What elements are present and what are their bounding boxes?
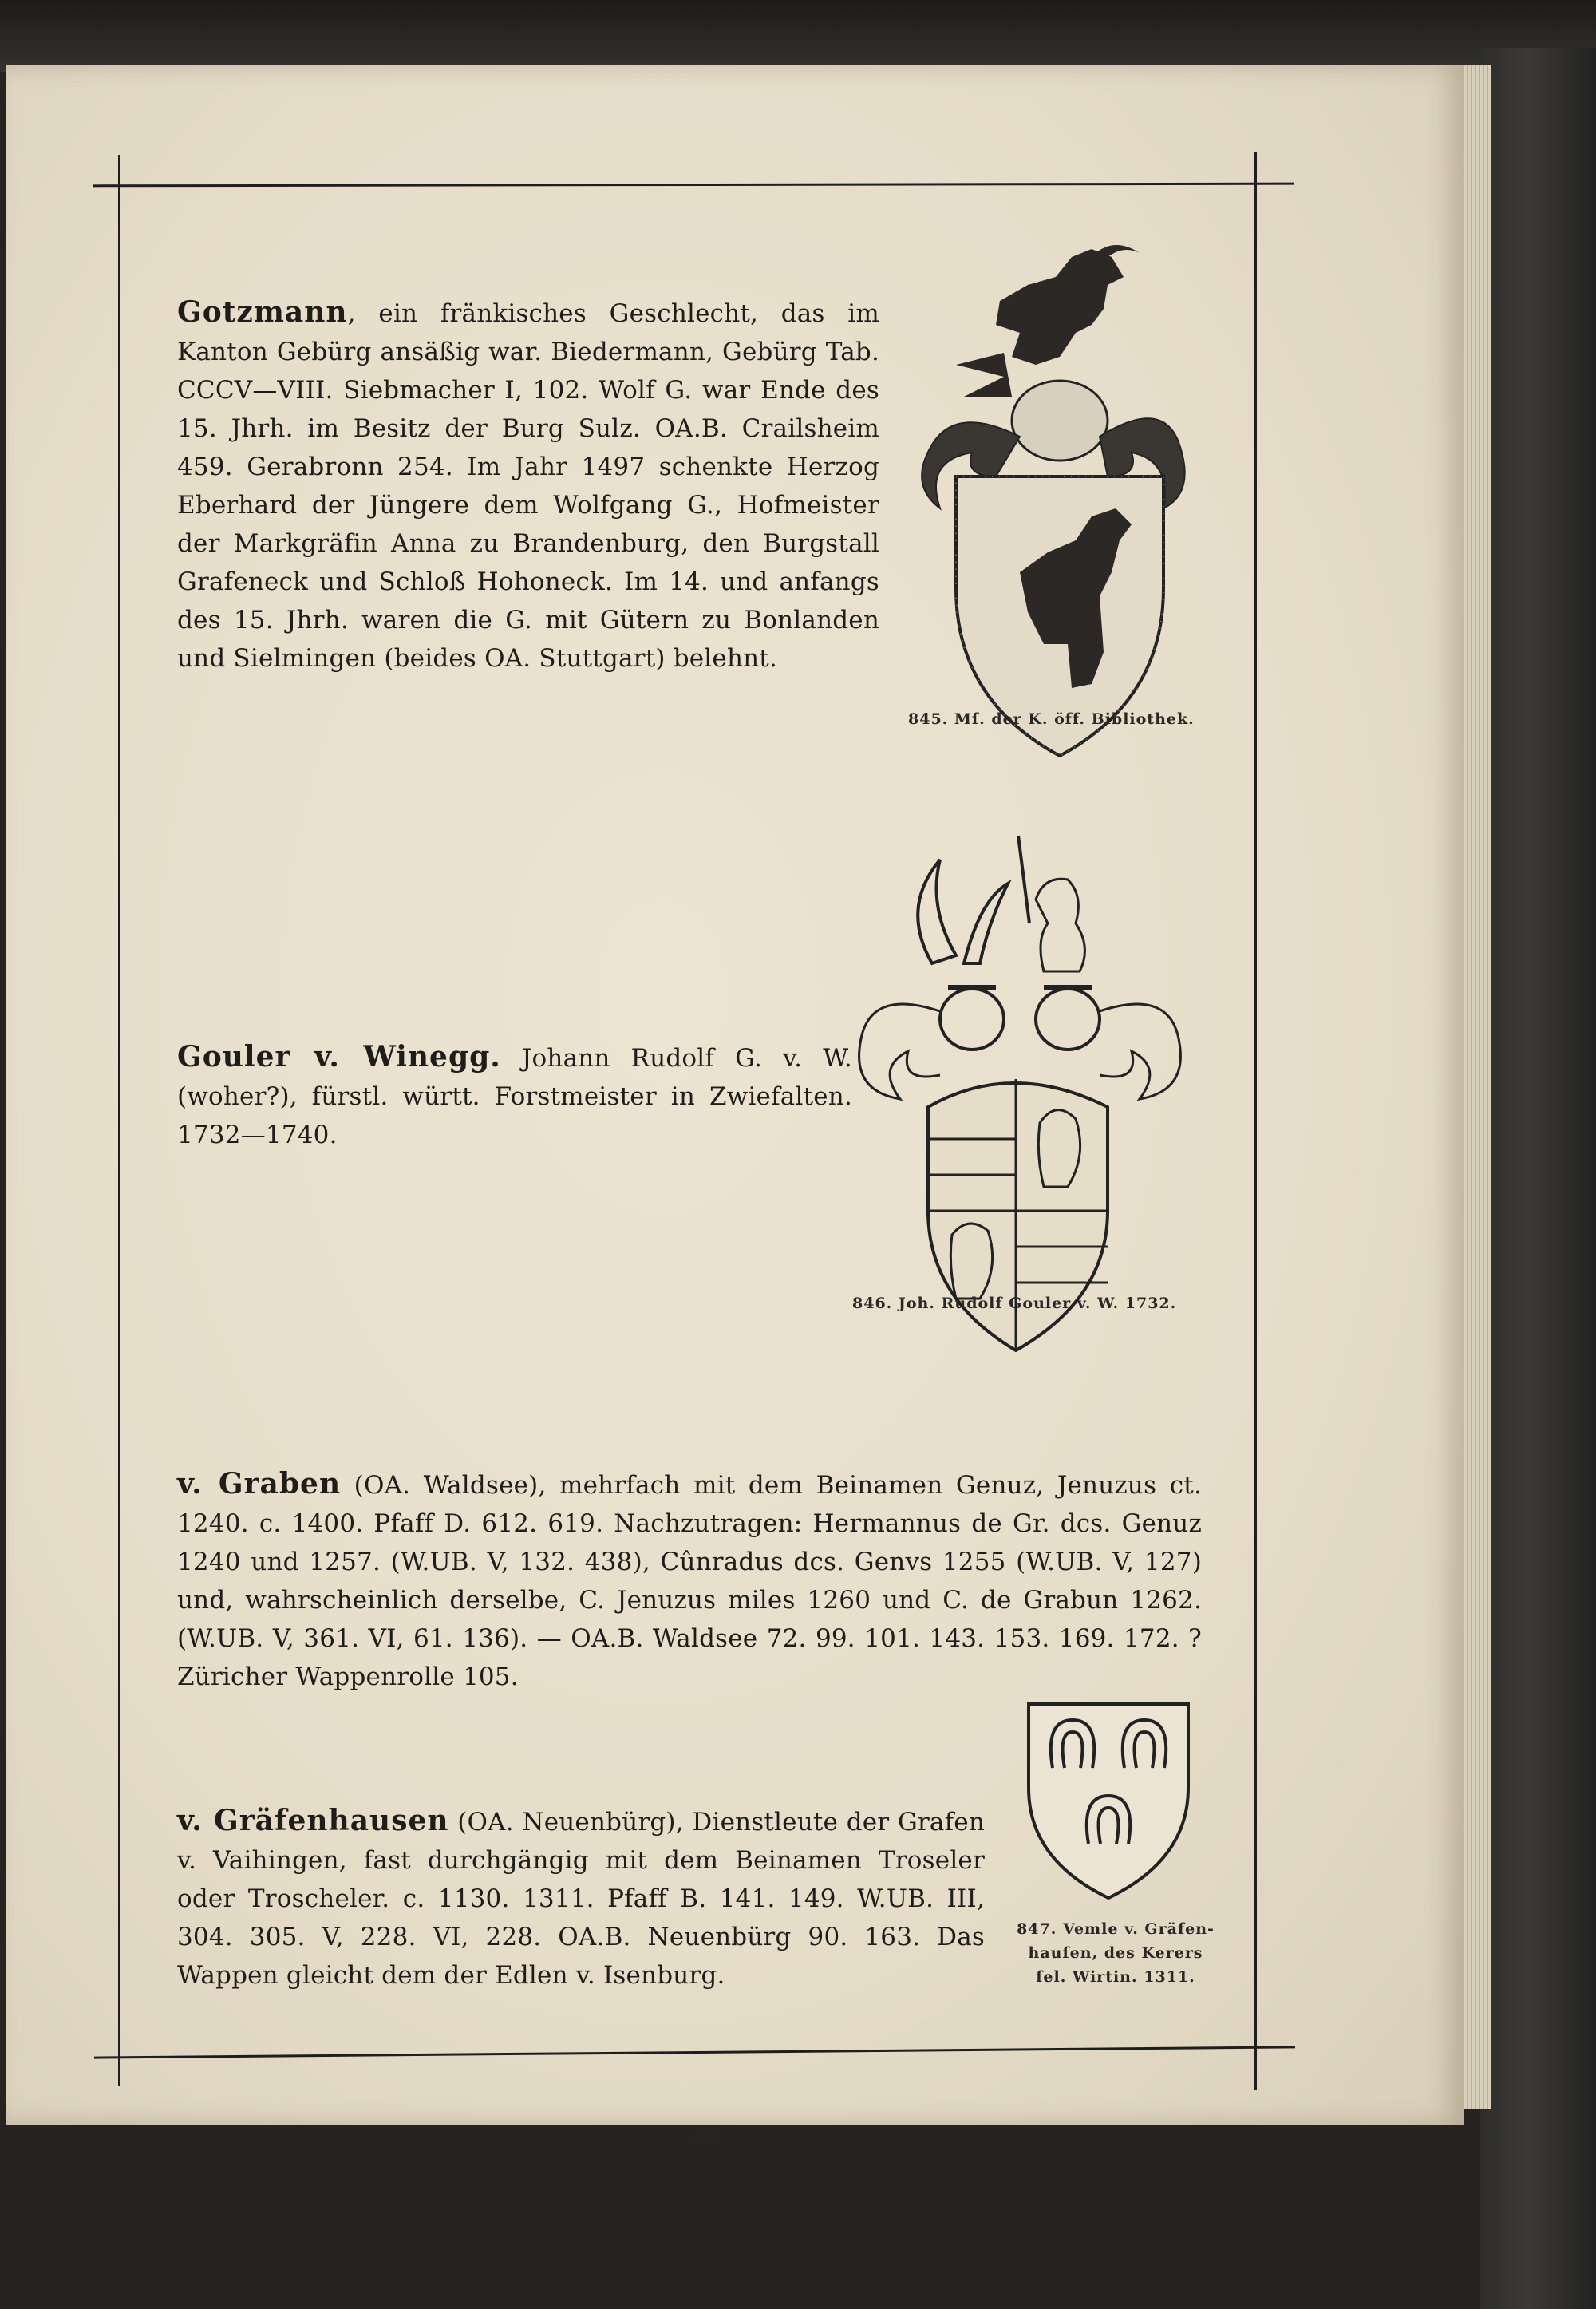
- entry-body: (OA. Neuenbürg), Dienstleute der Grafen v. Vaihingen, fast durchgängig mit dem Beinamen Troseler oder Troscheler. c. 1130. 1311. Pfaff B. 141. 149. W.UB. III, 304. 305. V, 228. VI, 228. OA.B. Neuenbürg 90. 163. Das Wappen gleicht dem der Edlen v. Isenburg.: [177, 1808, 986, 1990]
- book-page: [6, 65, 1464, 2146]
- entry-body: Johann Rudolf G. v. W. (woher?), fürstl. württ. Forstmeister in Zwiefalten. 1732—1740.: [177, 1044, 852, 1149]
- frame-right-rule: [1254, 152, 1257, 2090]
- caption-line: hauſen, des Kerers: [1028, 1944, 1203, 1962]
- book-binding-top: [0, 0, 1596, 72]
- coat-of-arms-847: [1025, 1700, 1192, 1900]
- entry-gouler: [177, 1038, 852, 1154]
- figure-caption-847: [1016, 1917, 1215, 1989]
- entry-gotzmann: [177, 293, 879, 678]
- coat-of-arms-846: [852, 836, 1187, 1346]
- entry-body: , ein fränkisches Geschlecht, das im Kanton Gebürg ansäßig war. Biedermann, Gebürg Tab. CCCV—VIII. Siebmacher I, 102. Wolf G. war Ende des 15. Jhrh. im Besitz der Burg Sulz. OA.B. Crailsheim 459. Gerabronn 254. Im Jahr 1497 schenkte Herzog Eberhard der Jüngere dem Wolfgang G., Hofmeister der Markgräfin Anna zu Brandenburg, den Burgstall Grafeneck und Schloß Hohoneck. Im 14. und anfangs des 15. Jhrh. waren die G. mit Gütern zu Bonlanden und Sielmingen (beides OA. Stuttgart) belehnt.: [177, 299, 879, 673]
- frame-left-rule: [118, 155, 120, 2086]
- entry-heading: v. Gräfenhausen: [177, 1804, 449, 1837]
- page-number: 239: [691, 2127, 722, 2146]
- entry-heading: Gouler v. Winegg.: [177, 1040, 501, 1073]
- entry-graefenhausen: [177, 1801, 985, 1995]
- entry-body: (OA. Waldsee), mehrfach mit dem Beinamen Genuz, Jenuzus ct. 1240. c. 1400. Pfaff D. 612. 619. Nachzutragen: Hermannus de Gr. dcs. Genuz 1240 und 1257. (W.UB. V, 132. 438), Cûnradus dcs. Genvs 1255 (W.UB. V, 127) und, wahrscheinlich derselbe, C. Jenuzus miles 1260 und C. de Grabun 1262. (W.UB. V, 361. VI, 61. 136). — OA.B. Waldsee 72. 99. 101. 143. 153. 169. 172. ?Züricher Wappenrolle 105.: [177, 1471, 1203, 1691]
- caption-line: ſel. Wirtin. 1311.: [1036, 1968, 1195, 1986]
- frame-top-rule: [93, 183, 1294, 188]
- entry-heading: v. Graben: [177, 1467, 342, 1500]
- entry-graben: [177, 1465, 1202, 1696]
- figure-caption-845: 845. Mſ. der K. öff. Bibliothek.: [908, 710, 1195, 728]
- coat-of-arms-845: [908, 237, 1195, 764]
- book-cover-edge: [1480, 48, 1596, 2309]
- frame-bottom-rule: [94, 2046, 1295, 2058]
- caption-line: 847. Vemle v. Gräfen-: [1017, 1920, 1215, 1938]
- figure-caption-846: 846. Joh. Rudolf Gouler v. W. 1732.: [852, 1295, 1177, 1312]
- entry-heading: Gotzmann: [177, 295, 348, 329]
